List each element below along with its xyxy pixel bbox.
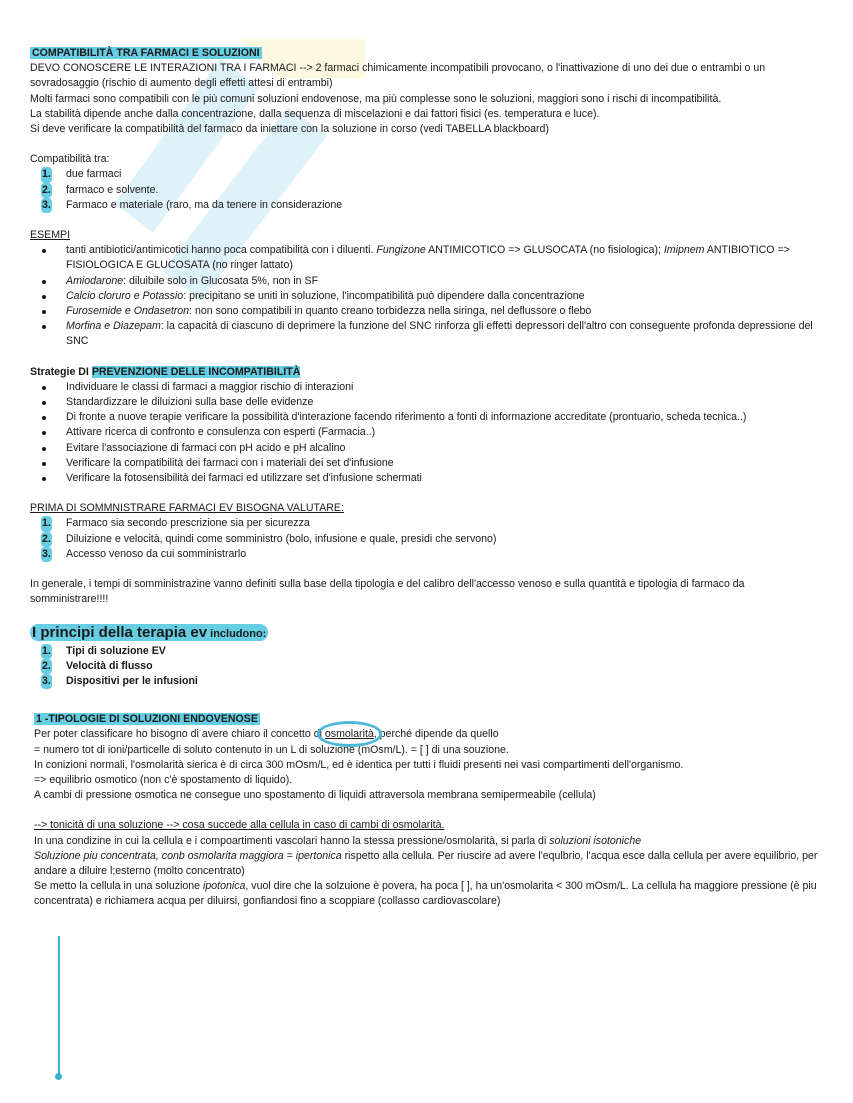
section-title-compatibilita: COMPATIBILITÀ TRA FARMACI E SOLUZIONI [32,47,260,59]
tipologie-line1: Per poter classificare ho bisogno di avere chiaro il concetto di osmolarità, perché dipende da quello [34,727,820,742]
list-item: 2. Diluizione e velocità, quindi come somministro (bolo, infusione e quale, presidi che servono) [30,532,820,547]
ipertonica-line: Soluzione piu concentrata, conb osmolarita maggiora = ipertonica rispetto alla cellula. Per riuscire ad avere l'equlbrio, l'acqua esce dalla cellula per avere equilibrio, per andare a diluire l;esterno (molto concentrato) [34,849,818,877]
ipotonica-line: Se metto la cellula in una soluzione ipotonica, vuol dire che la solzuione è povera, ha poca [ ], ha un'osmolarita < 300 mOsm/L. La cellula ha maggiore pressione (è piu concentrata) e richiamera acqua per diluirsi, gonfiandosi fino a scoppiare (collasso cardiovascolare) [34,880,817,908]
tipologie-line4: => equilibrio osmotico (non c'è spostamento di liquido). [34,773,293,786]
list-item: Calcio cloruro e Potassio: precipitano se uniti in soluzione, l'incompatibilità può dipendere dalla concentrazione [30,289,820,304]
list-item: Standardizzare le diluizioni sulla base delle evidenze [30,395,820,410]
principi-title: I principi della terapia ev includono: [32,623,267,641]
tonicita-line: --> tonicità di una soluzione --> cosa succede alla cellula in caso di cambi di osmolarità. [34,819,445,832]
list-item: 3. Dispositivi per le infusioni [30,674,820,689]
document-content [30,46,820,910]
compat-list [30,167,820,213]
principi-list [30,644,820,690]
list-item: Individuare le classi di farmaci a maggior rischio di interazioni [30,380,820,395]
list-item: Furosemide e Ondasetron: non sono compatibili in quanto creano torbidezza nella siringa, nel deflussore o flebo [30,304,820,319]
list-item: tanti antibiotici/antimicotici hanno poca compatibilità con i diluenti. Fungizone ANTIMICOTICO => GLUSOCATA (no fisiologica); Imipnem ANTIBIOTICO => FISIOLOGICA E GLUCOSATA (no ringer lattato) [30,243,820,273]
tipologie-line2: = numero tot di ioni/particelle di soluto contenuto in un L di soluzione (mOsm/L). = [ ] di una souzione. [34,743,509,756]
list-item: 1. Farmaco sia secondo prescrizione sia per sicurezza [30,516,820,531]
list-item: Amiodarone: diluibile solo in Glucosata 5%, non in SF [30,274,820,289]
list-item: 1. Tipi di soluzione EV [30,644,820,659]
isotoniche-line: In una condizine in cui la cellula e i compoartimenti vascolari hanno la stessa pressione/osmolarità, si parla di soluzioni isotoniche [34,834,642,847]
prima-title: PRIMA DI SOMMNISTRARE FARMACI EV BISOGNA VALUTARE: [30,502,344,515]
vertical-line-marker [58,936,60,1076]
tipologie-line3: In conizioni normali, l'osmolarità sierica è di circa 300 mOsm/L, ed è identica per tutti i fluidi presenti nei vasi compartimenti dell'organismo. [34,758,684,771]
list-item: 2. Velocità di flusso [30,659,820,674]
list-item: 3. Accesso venoso da cui somministrarlo [30,547,820,562]
list-item: 1. due farmaci [30,167,820,182]
paragraph-compatibili: Molti farmaci sono compatibili con le più comuni soluzioni endovenose, ma più complesse sono le soluzioni, maggiori sono i rischi di incompatibilità. [30,92,722,105]
list-item: Di fronte a nuove terapie verificare la possibilità d'interazione facendo riferimento a fonti di informazione accreditate (prontuario, scheda tecnica..) [30,410,820,425]
prima-list [30,516,820,562]
strategie-list [30,380,820,486]
paragraph-interazioni: DEVO CONOSCERE LE INTERAZIONI TRA I FARMACI --> 2 farmaci chimicamente incompatibili provocano, o l'inattivazione di uno dei due o entrambi o un sovradosaggio (rischio di aumento degli effetti attesi di entrambi) [30,62,766,90]
list-item: Attivare ricerca di confronto e consulenza con esperti (Farmacia..) [30,425,820,440]
list-item: Verificare la fotosensibilità dei farmaci ed utilizzare set d'infusione schermati [30,471,820,486]
tipologie-line5: A cambi di pressione osmotica ne consegue uno spostamento di liquidi attraversola membrana semipermeabile (cellula) [34,789,596,802]
strategie-title: Strategie DI PREVENZIONE DELLE INCOMPATIBILITÀ [30,365,301,378]
list-item: 3. Farmaco e materiale (raro, ma da tenere in considerazione [30,198,820,213]
esempi-title: ESEMPI [30,229,71,242]
prima-note: In generale, i tempi di somministrazine vanno definiti sulla base della tipologia e del calibro dell'accesso venoso e sulla quantità e tipologia di farmaco da somministrare!!!! [30,578,745,606]
list-item: Morfina e Diazepam: la capacità di ciascuno di deprimere la funzione del SNC rinforza gli effetti depressori dell'altro con conseguente profonda depressione del SNC [30,319,820,349]
list-item: Evitare l'associazione di farmaci con pH acido e pH alcalino [30,441,820,456]
compat-intro: Compatibilità tra: [30,153,110,166]
osmolarita-circled-word: osmolarità [325,727,374,742]
vertical-line-dot [55,1073,62,1080]
esempi-list [30,243,820,349]
list-item: Verificare la compatibilità dei farmaci con i materiali dei set d'infusione [30,456,820,471]
paragraph-stabilita: La stabilità dipende anche dalla concentrazione, dalla sequenza di miscelazioni e dai fattori fisici (es. temperatura e luce). [30,107,600,120]
list-item: 2. farmaco e solvente. [30,183,820,198]
tipologie-title: 1 -TIPOLOGIE DI SOLUZIONI ENDOVENOSE [36,713,258,726]
paragraph-verifica: Si deve verificare la compatibilità del farmaco da iniettare con la soluzione in corso (vedi TABELLA blackboard) [30,123,549,136]
tipologie-section [30,712,820,909]
